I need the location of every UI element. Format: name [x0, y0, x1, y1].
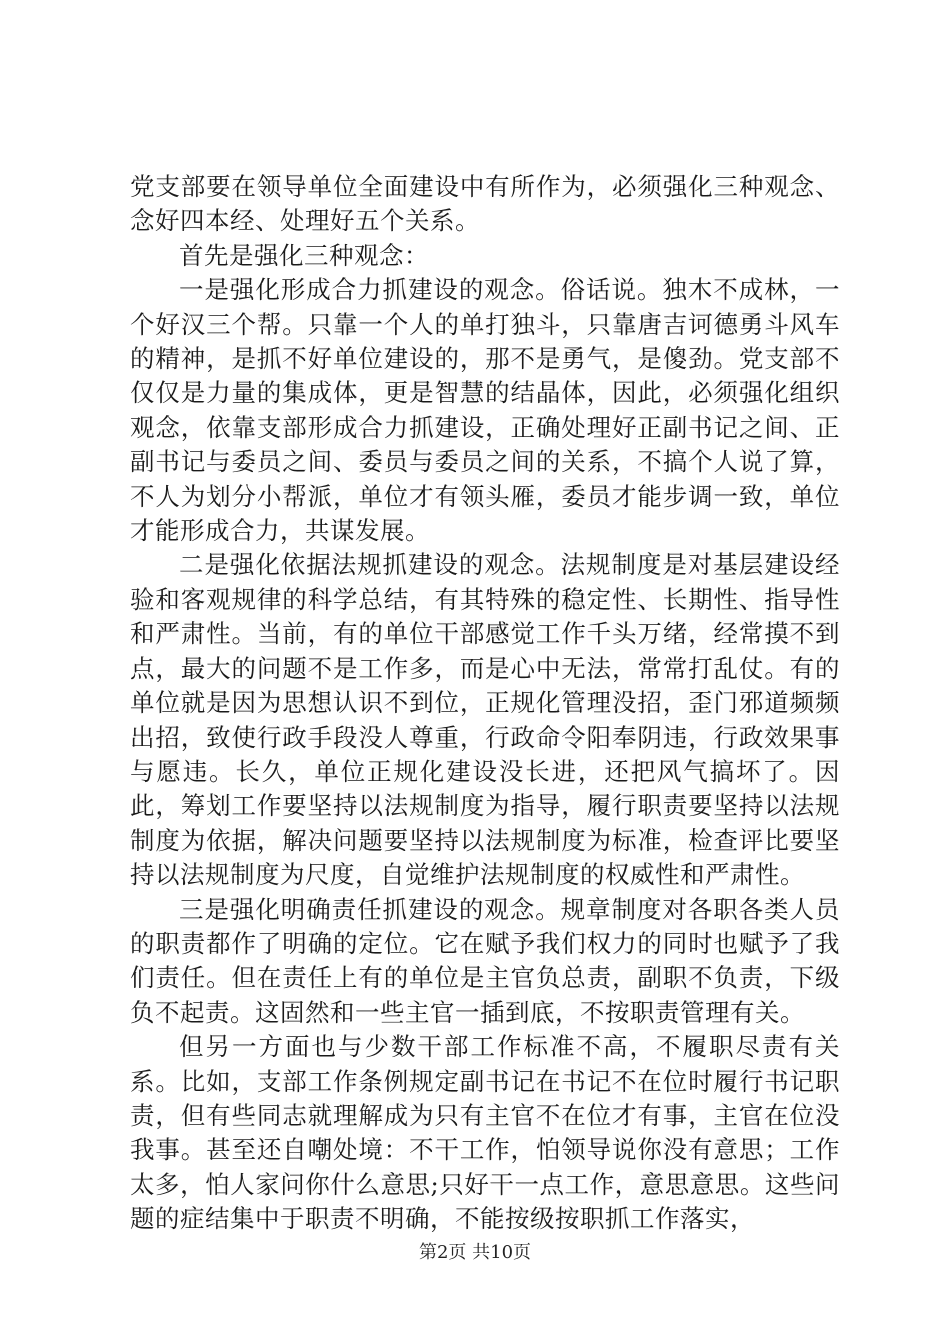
paragraph-concept-one: 一是强化形成合力抓建设的观念。俗话说。独木不成林，一个好汉三个帮。只靠一个人的单打独斗，只靠唐吉诃德勇斗风车的精神，是抓不好单位建设的，那不是勇气，是傻劲。党支部不仅仅是力量的集成体，更是智慧的结晶体，因此，必须强化组织观念，依靠支部形成合力抓建设，正确处理好正副书记之间、正副书记与委员之间、委员与委员之间的关系，不搞个人说了算，不人为划分小帮派，单位才有领头雁，委员才能步调一致，单位才能形成合力，共谋发展。: [130, 275, 840, 546]
paragraph-continuation: 但另一方面也与少数干部工作标准不高，不履职尽责有关系。比如，支部工作条例规定副书记在书记不在位时履行书记职责，但有些同志就理解成为只有主官不在位才有事，主官在位没我事。甚至还自嘲处境：不干工作，怕领导说你没有意思；工作太多，怕人家问你什么意思;只好干一点工作，意思意思。这些问题的症结集中于职责不明确，不能按级按职抓工作落实，: [130, 1032, 840, 1234]
paragraph-concept-three: 三是强化明确责任抓建设的观念。规章制度对各职各类人员的职责都作了明确的定位。它在赋予我们权力的同时也赋予了我们责任。但在责任上有的单位是主官负总责，副职不负责，下级负不起责。这固然和一些主官一插到底，不按职责管理有关。: [130, 894, 840, 1027]
paragraph-concept-two: 二是强化依据法规抓建设的观念。法规制度是对基层建设经验和客观规律的科学总结，有其特殊的稳定性、长期性、指导性和严肃性。当前，有的单位干部感觉工作千头万绪，经常摸不到点，最大的问题不是工作多，而是心中无法，常常打乱仗。有的单位就是因为思想认识不到位，正规化管理没招，歪门邪道频频出招，致使行政手段没人尊重，行政命令阳奉阴违，行政效果事与愿违。长久，单位正规化建设没长进，还把风气搞坏了。因此，筹划工作要坚持以法规制度为指导，履行职责要坚持以法规制度为依据，解决问题要坚持以法规制度为标准，检查评比要坚持以法规制度为尺度，自觉维护法规制度的权威性和严肃性。: [130, 550, 840, 890]
page-number-footer: 第2页 共10页: [418, 1242, 532, 1263]
paragraph-intro: 党支部要在领导单位全面建设中有所作为，必须强化三种观念、念好四本经、处理好五个关系。: [130, 172, 840, 236]
document-body: [130, 170, 840, 1237]
paragraph-heading-three-concepts: 首先是强化三种观念：: [179, 240, 429, 270]
